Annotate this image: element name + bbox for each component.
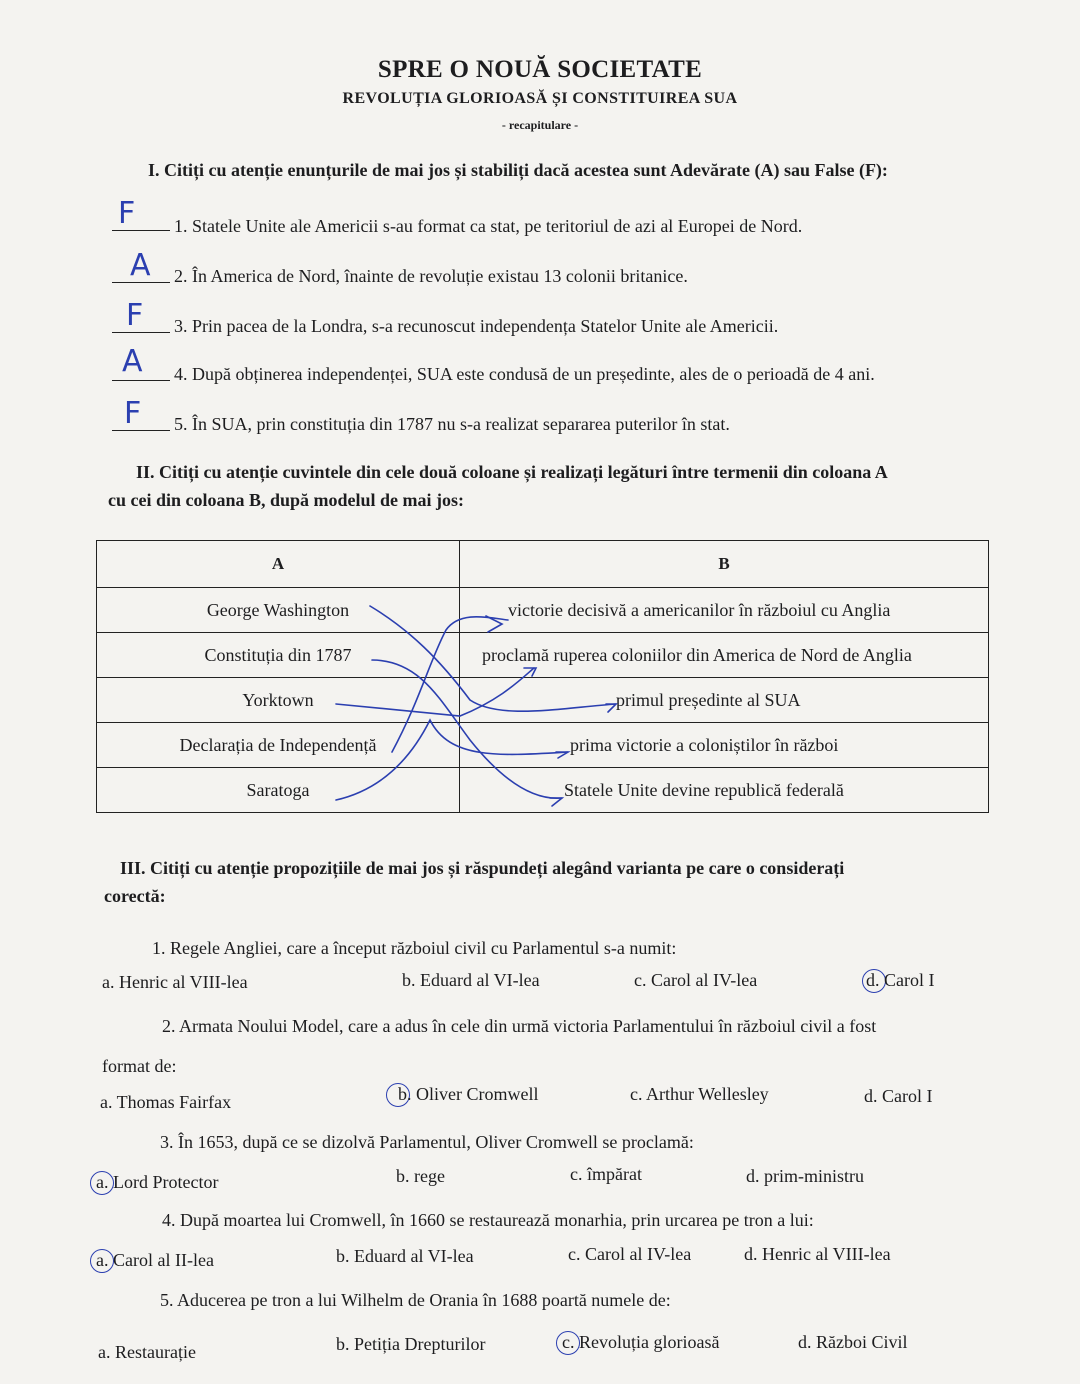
option-d[interactable]: d. prim-ministru	[746, 1166, 864, 1186]
section2-heading-continued: cu cei din coloana B, după modelul de mai jos:	[108, 490, 465, 510]
question-text-continued: format de:	[102, 1056, 177, 1076]
option-a[interactable]: a. Henric al VIII-lea	[102, 972, 248, 992]
table-row	[97, 723, 989, 768]
page-note: - recapitulare -	[501, 118, 579, 132]
table-row	[97, 588, 989, 633]
column-b-header: B	[460, 541, 989, 588]
matching-table	[96, 540, 989, 813]
option-c[interactable]: c. Arthur Wellesley	[630, 1084, 769, 1104]
section3-heading: III. Citiți cu atenție propozițiile de mai jos și răspundeți alegând varianta pe care o considerați	[120, 858, 845, 878]
option-c[interactable]: c. Carol al IV-lea	[568, 1244, 692, 1264]
question-text: 3. În 1653, după ce se dizolvă Parlamentul, Oliver Cromwell se proclamă:	[160, 1132, 694, 1152]
question-text: 4. După moartea lui Cromwell, în 1660 se restaurează monarhia, prin urcarea pe tron a lui:	[162, 1210, 814, 1230]
statement-text: 2. În America de Nord, înainte de revoluție existau 13 colonii britanice.	[174, 266, 688, 286]
statement-text: 1. Statele Unite ale Americii s-au format ca stat, pe teritoriul de azi al Europei de Nord.	[174, 216, 803, 236]
option-c[interactable]: c. Carol al IV-lea	[634, 970, 758, 990]
option-a[interactable]: a. Carol al II-lea	[96, 1250, 214, 1270]
table-row	[97, 633, 989, 678]
column-b-term: Statele Unite devine republică federală	[460, 768, 989, 813]
column-a-term: Constituția din 1787	[97, 633, 460, 678]
answer-line	[112, 380, 170, 381]
option-c[interactable]: c. Revoluția glorioasă	[562, 1332, 720, 1352]
handwritten-answer: F	[118, 196, 136, 231]
handwritten-answer: F	[124, 396, 142, 431]
statement-text: 5. În SUA, prin constituția din 1787 nu s-a realizat separarea puterilor în stat.	[174, 414, 730, 434]
page-subtitle: REVOLUȚIA GLORIOASĂ ȘI CONSTITUIREA SUA	[342, 90, 738, 107]
handwritten-answer: F	[126, 298, 144, 333]
option-b[interactable]: b. Eduard al VI-lea	[402, 970, 540, 990]
handwritten-answer: A	[130, 248, 151, 283]
column-a-term: George Washington	[97, 588, 460, 633]
statement-text: 4. După obținerea independenței, SUA este condusă de un președinte, ales de o perioadă de 4 ani.	[174, 364, 875, 384]
table-row	[97, 678, 989, 723]
column-a-term: Declarația de Independență	[97, 723, 460, 768]
option-b[interactable]: b. Petiția Drepturilor	[336, 1334, 486, 1354]
option-d[interactable]: d. Carol I	[864, 1086, 933, 1106]
column-a-term: Saratoga	[97, 768, 460, 813]
section1-heading: I. Citiți cu atenție enunțurile de mai jos și stabiliți dacă acestea sunt Adevărate (A) sau False (F):	[148, 160, 888, 180]
option-d[interactable]: d. Război Civil	[798, 1332, 908, 1352]
section3-heading-continued: corectă:	[104, 886, 166, 906]
option-a[interactable]: a. Restaurație	[98, 1342, 196, 1362]
column-b-term: victorie decisivă a americanilor în războiul cu Anglia	[460, 588, 989, 633]
option-a[interactable]: a. Lord Protector	[96, 1172, 219, 1192]
question-text: 1. Regele Angliei, care a început războiul civil cu Parlamentul s-a numit:	[152, 938, 677, 958]
question-text: 2. Armata Noului Model, care a adus în cele din urmă victoria Parlamentului în războiul civil a fost	[162, 1016, 877, 1036]
question-text: 5. Aducerea pe tron a lui Wilhelm de Orania în 1688 poartă numele de:	[160, 1290, 671, 1310]
option-d[interactable]: d. Carol I	[866, 970, 935, 990]
page-title: SPRE O NOUĂ SOCIETATE	[377, 56, 703, 83]
option-c[interactable]: c. împărat	[570, 1164, 642, 1184]
table-row	[97, 768, 989, 813]
option-b[interactable]: b. Oliver Cromwell	[398, 1084, 539, 1104]
column-b-term: prima victorie a coloniștilor în război	[460, 723, 989, 768]
handwritten-answer: A	[122, 344, 143, 379]
column-a-header: A	[97, 541, 460, 588]
column-b-term: proclamă ruperea coloniilor din America de Nord de Anglia	[460, 633, 989, 678]
option-b[interactable]: b. Eduard al VI-lea	[336, 1246, 474, 1266]
statement-text: 3. Prin pacea de la Londra, s-a recunoscut independența Statelor Unite ale Americii.	[174, 316, 779, 336]
option-a[interactable]: a. Thomas Fairfax	[100, 1092, 232, 1112]
column-b-term: primul președinte al SUA	[460, 678, 989, 723]
option-b[interactable]: b. rege	[396, 1166, 445, 1186]
section2-heading: II. Citiți cu atenție cuvintele din cele două coloane și realizați legături între termenii din coloana A	[136, 462, 888, 482]
column-a-term: Yorktown	[97, 678, 460, 723]
option-d[interactable]: d. Henric al VIII-lea	[744, 1244, 891, 1264]
